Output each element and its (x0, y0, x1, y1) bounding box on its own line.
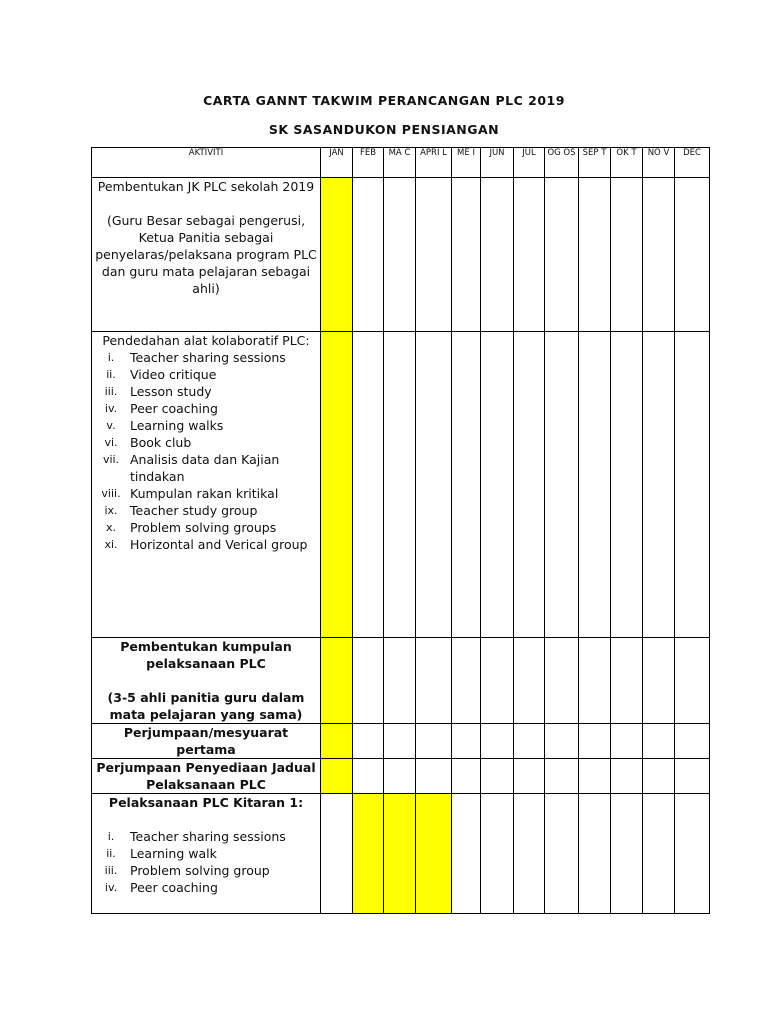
document-title: CARTA GANNT TAKWIM PERANCANGAN PLC 2019 (203, 93, 565, 108)
month-cell (452, 794, 481, 914)
activity-row (92, 759, 710, 794)
activity-row (92, 794, 710, 914)
month-cell (545, 638, 579, 724)
list-item (92, 451, 320, 485)
activity-cell (92, 638, 321, 724)
gantt-body (92, 178, 710, 914)
month-cell (481, 759, 514, 794)
list-item-text: Learning walk (130, 846, 217, 861)
month-cell (611, 759, 643, 794)
month-cell (545, 724, 579, 759)
header-month-april: APRI L (416, 148, 452, 178)
list-item-number: i. (107, 830, 115, 843)
activity-row (92, 178, 710, 332)
list-item-text: Peer coaching (130, 401, 218, 416)
month-cell (416, 794, 452, 914)
list-item-number: ii. (106, 847, 116, 860)
month-cell (643, 332, 675, 638)
header-row (92, 148, 710, 178)
list-item-text: Problem solving group (130, 863, 270, 878)
activity-title: Perjumpaan/mesyuarat pertama (123, 725, 289, 757)
list-item (92, 349, 320, 366)
list-item (92, 502, 320, 519)
list-item-text: Problem solving groups (130, 520, 277, 535)
header-month-nov: NO V (643, 148, 675, 178)
month-cell (545, 178, 579, 332)
list-item-number: xi. (104, 538, 118, 551)
month-cell (579, 178, 611, 332)
list-item (92, 366, 320, 383)
header-month-sept: SEP T (579, 148, 611, 178)
month-cell (481, 638, 514, 724)
list-item (92, 400, 320, 417)
month-cell (384, 638, 416, 724)
month-cell (514, 332, 545, 638)
activity-list (92, 349, 320, 553)
month-cell (384, 724, 416, 759)
month-cell (353, 759, 384, 794)
list-item-number: ii. (106, 368, 116, 381)
month-cell (643, 724, 675, 759)
month-cell (611, 794, 643, 914)
month-cell (321, 332, 353, 638)
month-cell (384, 759, 416, 794)
activity-cell (92, 332, 321, 638)
month-cell (321, 178, 353, 332)
month-cell (353, 724, 384, 759)
header-month-jun: JUN (481, 148, 514, 178)
list-item-text: Teacher sharing sessions (130, 829, 286, 844)
month-cell (643, 759, 675, 794)
month-cell (675, 724, 710, 759)
activity-title: Pembentukan kumpulan pelaksanaan PLC (120, 639, 292, 671)
month-cell (675, 178, 710, 332)
month-cell (611, 638, 643, 724)
list-item (92, 519, 320, 536)
list-item-number: vi. (104, 436, 118, 449)
month-cell (481, 794, 514, 914)
activity-list (92, 828, 320, 896)
list-item (92, 485, 320, 502)
month-cell (579, 759, 611, 794)
header-month-dec: DEC (675, 148, 710, 178)
list-item-text: Kumpulan rakan kritikal (130, 486, 279, 501)
month-cell (643, 794, 675, 914)
month-cell (384, 794, 416, 914)
month-cell (579, 332, 611, 638)
list-item (92, 879, 320, 896)
month-cell (321, 638, 353, 724)
list-item-text: Learning walks (130, 418, 224, 433)
month-cell (514, 794, 545, 914)
month-cell (452, 638, 481, 724)
activity-cell (92, 759, 321, 794)
list-item-number: x. (105, 521, 116, 534)
month-cell (545, 332, 579, 638)
month-cell (675, 638, 710, 724)
activity-row (92, 638, 710, 724)
month-cell (321, 759, 353, 794)
list-item (92, 417, 320, 434)
month-cell (545, 759, 579, 794)
list-item (92, 828, 320, 845)
month-cell (416, 178, 452, 332)
month-cell (611, 178, 643, 332)
document-subtitle: SK SASANDUKON PENSIANGAN (268, 122, 500, 137)
activity-title: Pembentukan JK PLC sekolah 2019 (97, 179, 315, 194)
month-cell (416, 638, 452, 724)
list-item-number: iv. (104, 881, 118, 894)
header-activity: AKTIVITI (92, 148, 321, 178)
activity-cell (92, 724, 321, 759)
activity-row (92, 724, 710, 759)
month-cell (416, 759, 452, 794)
activity-note: (Guru Besar sebagai pengerusi, Ketua Panitia sebagai penyelaras/pelaksana program PLC dan guru mata pelajaran sebagai ahli) (95, 213, 317, 296)
header-month-mei: ME I (452, 148, 481, 178)
month-cell (514, 178, 545, 332)
month-cell (675, 332, 710, 638)
activity-row (92, 332, 710, 638)
month-cell (384, 332, 416, 638)
list-item-text: Lesson study (130, 384, 212, 399)
list-item-number: iii. (104, 385, 118, 398)
month-cell (416, 724, 452, 759)
list-item-text: Book club (130, 435, 192, 450)
month-cell (514, 759, 545, 794)
header-month-jan: JAN (321, 148, 353, 178)
list-item (92, 434, 320, 451)
header-month-okt: OK T (611, 148, 643, 178)
month-cell (452, 332, 481, 638)
list-item-number: iii. (104, 864, 118, 877)
month-cell (452, 178, 481, 332)
list-item (92, 862, 320, 879)
list-item-number: v. (106, 419, 116, 432)
month-cell (514, 638, 545, 724)
list-item (92, 383, 320, 400)
list-item-number: iv. (104, 402, 118, 415)
month-cell (481, 178, 514, 332)
month-cell (579, 724, 611, 759)
header-month-mac: MA C (384, 148, 416, 178)
month-cell (321, 724, 353, 759)
month-cell (611, 332, 643, 638)
month-cell (675, 794, 710, 914)
month-cell (643, 178, 675, 332)
month-cell (579, 794, 611, 914)
month-cell (353, 332, 384, 638)
month-cell (321, 794, 353, 914)
month-cell (481, 724, 514, 759)
list-item-number: i. (107, 351, 115, 364)
activity-title: Pendedahan alat kolaboratif PLC: (102, 333, 310, 348)
month-cell (452, 759, 481, 794)
list-item-text: Analisis data dan Kajian tindakan (130, 452, 280, 484)
list-item-number: viii. (101, 487, 121, 500)
list-item-text: Horizontal and Verical group (130, 537, 308, 552)
activity-title: Pelaksanaan PLC Kitaran 1: (108, 795, 304, 810)
month-cell (353, 638, 384, 724)
month-cell (514, 724, 545, 759)
activity-cell (92, 178, 321, 332)
list-item (92, 845, 320, 862)
list-item-text: Peer coaching (130, 880, 218, 895)
month-cell (452, 724, 481, 759)
month-cell (384, 178, 416, 332)
month-cell (353, 794, 384, 914)
activity-note: (3-5 ahli panitia guru dalam mata pelajaran yang sama) (107, 690, 305, 722)
list-item-number: ix. (104, 504, 118, 517)
header-month-jul: JUL (514, 148, 545, 178)
activity-cell (92, 794, 321, 914)
list-item-number: vii. (102, 453, 120, 466)
list-item (92, 536, 320, 553)
list-item-text: Teacher study group (130, 503, 258, 518)
header-month-ogos: OG OS (545, 148, 579, 178)
list-item-text: Video critique (130, 367, 217, 382)
month-cell (545, 794, 579, 914)
month-cell (643, 638, 675, 724)
list-item-text: Teacher sharing sessions (130, 350, 286, 365)
activity-title: Perjumpaan Penyediaan Jadual Pelaksanaan PLC (96, 760, 316, 792)
month-cell (481, 332, 514, 638)
month-cell (416, 332, 452, 638)
month-cell (353, 178, 384, 332)
header-month-feb: FEB (353, 148, 384, 178)
month-cell (611, 724, 643, 759)
gantt-table (91, 147, 710, 914)
month-cell (675, 759, 710, 794)
month-cell (579, 638, 611, 724)
